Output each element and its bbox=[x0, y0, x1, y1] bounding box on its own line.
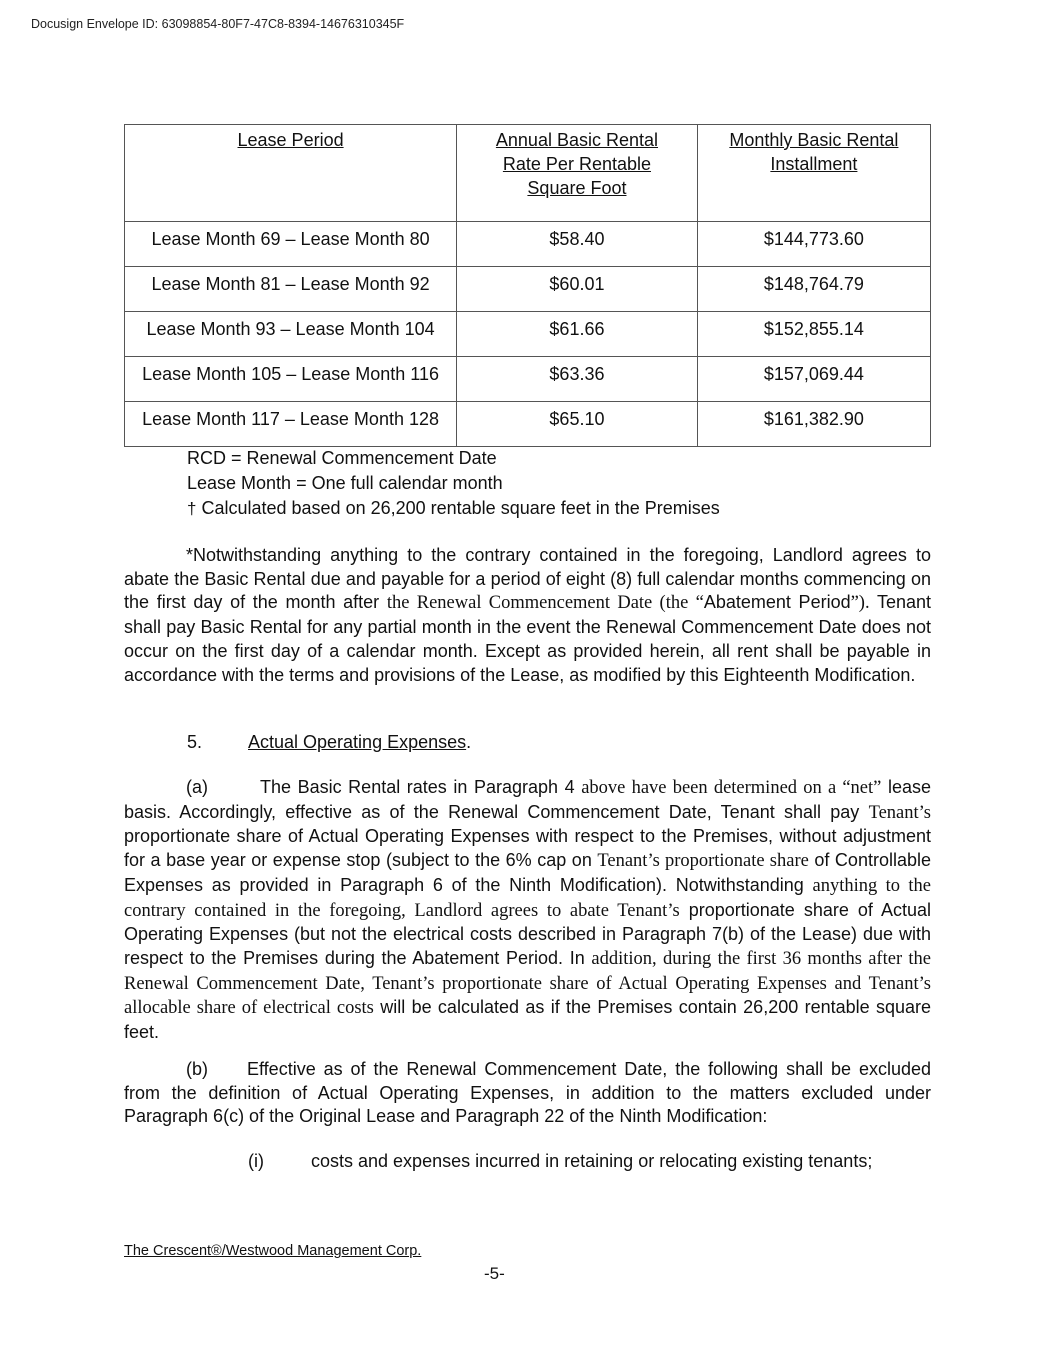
paragraph-a: (a) The Basic Rental rates in Paragraph 4 above have been determined on a “net” lease basis. Accordingly, effective as of the Renewal Commencement Date, Tenant shall pay Tenant’s proportionate share of Actual Operating Expenses with respect to the Premises, without adjustment for a base year or expense stop (subject to the 6% cap on Tenant’s proportionate share of Controllable Expenses as provided in Paragraph 6 of the Ninth Modification). Notwithstanding anything to the contrary contained in the foregoing, Landlord agrees to abate Tenant’s proportionate share of Actual Operating Expenses (but not the electrical costs described in Paragraph 7(b) of the Lease) due with respect to the Premises during the Abatement Period. In addition, during the first 36 months after the Renewal Commencement Date, Tenant’s proportionate share of Actual Operating Expenses and Tenant’s allocable share of electrical costs will be calculated as if the Premises contain 26,200 rentable square feet. bbox=[124, 777, 932, 1043]
table-row bbox=[125, 402, 931, 447]
cell-annual-rate: $58.40 bbox=[457, 222, 698, 267]
table-notes bbox=[187, 446, 720, 521]
footer-company: The Crescent®/Westwood Management Corp. bbox=[124, 1243, 422, 1259]
cell-monthly: $148,764.79 bbox=[697, 267, 930, 312]
cell-period: Lease Month 81 – Lease Month 92 bbox=[125, 267, 457, 312]
abatement-paragraph: *Notwithstanding anything to the contrary contained in the foregoing, Landlord agrees to abate the Basic Rental due and payable for a period of eight (8) full calendar months commencing on the first day of the month after the Renewal Commencement Date (the “Abatement Period”). Tenant shall pay Basic Rental for any partial month in the event the Renewal Commencement Date does not occur on the first day of a calendar month. Except as provided herein, all rent shall be payable in accordance with the terms and provisions of the Lease, as modified by this Eighteenth Modification. bbox=[124, 545, 931, 685]
table-header-row bbox=[125, 125, 931, 222]
page-number: -5- bbox=[484, 1264, 505, 1283]
item-label: (i) bbox=[248, 1151, 264, 1171]
table-row bbox=[125, 222, 931, 267]
cell-monthly: $144,773.60 bbox=[697, 222, 930, 267]
item-text: costs and expenses incurred in retaining or relocating existing tenants; bbox=[311, 1151, 873, 1171]
cell-period: Lease Month 93 – Lease Month 104 bbox=[125, 312, 457, 357]
cell-monthly: $152,855.14 bbox=[697, 312, 930, 357]
cell-period: Lease Month 105 – Lease Month 116 bbox=[125, 357, 457, 402]
cell-annual-rate: $63.36 bbox=[457, 357, 698, 402]
cell-annual-rate: $60.01 bbox=[457, 267, 698, 312]
header-lease-period: Lease Period bbox=[125, 125, 457, 222]
section-title: Actual Operating Expenses bbox=[248, 732, 467, 752]
note-dagger: † Calculated based on 26,200 rentable square feet in the Premises bbox=[187, 498, 720, 518]
section-5-heading: 5. Actual Operating Expenses. bbox=[187, 732, 472, 752]
cell-monthly: $157,069.44 bbox=[697, 357, 930, 402]
paragraph-b-label: (b) bbox=[186, 1059, 208, 1079]
note-lease-month: Lease Month = One full calendar month bbox=[187, 473, 503, 493]
cell-period: Lease Month 69 – Lease Month 80 bbox=[125, 222, 457, 267]
table-row bbox=[125, 312, 931, 357]
section-number: 5. bbox=[187, 732, 203, 752]
rent-schedule-table bbox=[124, 124, 931, 447]
header-monthly-installment: Monthly Basic Rental Installment bbox=[697, 125, 930, 222]
cell-annual-rate: $65.10 bbox=[457, 402, 698, 447]
table-row bbox=[125, 267, 931, 312]
header-annual-rate: Annual Basic Rental Rate Per Rentable Square Foot bbox=[457, 125, 698, 222]
cell-monthly: $161,382.90 bbox=[697, 402, 930, 447]
note-rcd: RCD = Renewal Commencement Date bbox=[187, 448, 497, 468]
table-row bbox=[125, 357, 931, 402]
cell-annual-rate: $61.66 bbox=[457, 312, 698, 357]
paragraph-b: (b) Effective as of the Renewal Commencement Date, the following shall be excluded from the definition of Actual Operating Expenses, in addition to the matters excluded under Paragraph 6(c) of the Original Lease and Paragraph 22 of the Ninth Modification: bbox=[124, 1059, 931, 1127]
cell-period: Lease Month 117 – Lease Month 128 bbox=[125, 402, 457, 447]
paragraph-a-label: (a) bbox=[186, 777, 208, 797]
envelope-id: Docusign Envelope ID: 63098854-80F7-47C8-8394-14676310345F bbox=[31, 17, 405, 31]
list-item bbox=[248, 1151, 872, 1172]
dagger-symbol: † bbox=[187, 499, 197, 518]
